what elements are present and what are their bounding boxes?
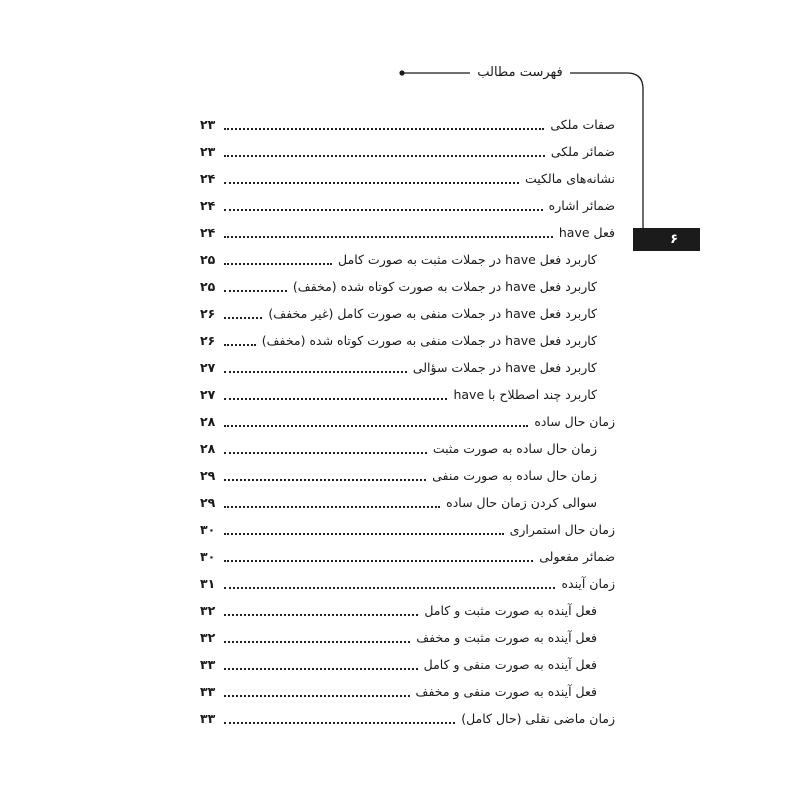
toc-entry-title: صفات ملکی bbox=[550, 117, 615, 132]
toc-dot-leader bbox=[224, 695, 410, 697]
toc-entry[interactable] bbox=[200, 165, 615, 192]
toc-dot-leader bbox=[224, 263, 332, 265]
toc-entry-title: کاربرد فعل have در جملات سؤالی bbox=[412, 360, 597, 375]
toc-entry-page: ۳۰ bbox=[200, 522, 216, 537]
toc-entry-title: سوالی کردن زمان حال ساده bbox=[446, 495, 597, 510]
toc-entry[interactable] bbox=[200, 246, 615, 273]
toc-entry-page: ۲۴ bbox=[200, 171, 216, 186]
toc-entry-title: زمان حال استمراری bbox=[509, 522, 615, 537]
toc-dot-leader bbox=[224, 641, 410, 643]
toc-entry-page: ۳۱ bbox=[200, 576, 216, 591]
toc-entry[interactable] bbox=[200, 570, 615, 597]
toc-entry[interactable] bbox=[200, 435, 615, 462]
toc-entry-page: ۳۳ bbox=[200, 657, 216, 672]
toc-entry-page: ۳۲ bbox=[200, 630, 216, 645]
toc-entry-page: ۲۳ bbox=[200, 144, 216, 159]
toc-entry-page: ۲۸ bbox=[200, 441, 216, 456]
toc-entry[interactable] bbox=[200, 327, 615, 354]
toc-entry-page: ۲۶ bbox=[200, 306, 216, 321]
toc-entry-title: فعل have bbox=[558, 225, 615, 240]
toc-entry[interactable] bbox=[200, 381, 615, 408]
toc-entry-page: ۲۹ bbox=[200, 468, 216, 483]
toc-entry-title: فعل آینده به صورت منفی و کامل bbox=[423, 657, 597, 672]
toc-dot-leader bbox=[224, 533, 504, 535]
page-number-tab: ۶ bbox=[633, 228, 700, 251]
toc-dot-leader bbox=[224, 479, 426, 481]
toc-entry-page: ۲۹ bbox=[200, 495, 216, 510]
toc-dot-leader bbox=[224, 155, 545, 157]
toc-entry-title: زمان حال ساده به صورت مثبت bbox=[432, 441, 597, 456]
toc-entry-title: زمان حال ساده bbox=[534, 414, 615, 429]
toc-dot-leader bbox=[224, 452, 427, 454]
toc-entry-title: کاربرد فعل have در جملات به صورت کوتاه شده (مخفف) bbox=[292, 279, 597, 294]
toc-entry[interactable] bbox=[200, 597, 615, 624]
toc-dot-leader bbox=[224, 317, 262, 319]
toc-dot-leader bbox=[224, 425, 528, 427]
toc-entry[interactable] bbox=[200, 111, 615, 138]
toc-entry[interactable] bbox=[200, 678, 615, 705]
toc-entry-page: ۳۰ bbox=[200, 549, 216, 564]
toc-entry[interactable] bbox=[200, 651, 615, 678]
toc-entry[interactable] bbox=[200, 624, 615, 651]
toc-entry[interactable] bbox=[200, 192, 615, 219]
toc-dot-leader bbox=[224, 209, 543, 211]
toc-dot-leader bbox=[224, 614, 418, 616]
toc-entry-page: ۲۵ bbox=[200, 252, 216, 267]
toc-entry-title: فعل آینده به صورت منفی و مخفف bbox=[415, 684, 597, 699]
toc-entry-page: ۳۳ bbox=[200, 711, 216, 726]
toc-entry[interactable] bbox=[200, 543, 615, 570]
toc-entry-page: ۲۷ bbox=[200, 387, 216, 402]
toc-entry-title: فعل آینده به صورت مثبت و کامل bbox=[424, 603, 597, 618]
toc-entry-title: فعل آینده به صورت مثبت و مخفف bbox=[416, 630, 597, 645]
toc-entry-title: زمان آینده bbox=[561, 576, 615, 591]
toc-entry-title: ضمائر مفعولی bbox=[539, 549, 615, 564]
toc-entry-title: ضمائر ملکی bbox=[550, 144, 615, 159]
toc-dot-leader bbox=[224, 560, 533, 562]
toc-dot-leader bbox=[224, 398, 447, 400]
toc-entry-page: ۳۲ bbox=[200, 603, 216, 618]
toc-entry-title: کاربرد فعل have در جملات منفی به صورت کامل (غیر مخفف) bbox=[268, 306, 597, 321]
toc-entry-title: زمان ماضی نقلی (حال کامل) bbox=[461, 711, 615, 726]
toc-entry-page: ۲۴ bbox=[200, 225, 216, 240]
toc-entry-title: کاربرد فعل have در جملات مثبت به صورت کامل bbox=[338, 252, 597, 267]
toc-entry-page: ۲۶ bbox=[200, 333, 216, 348]
toc-entry-page: ۲۷ bbox=[200, 360, 216, 375]
toc-dot-leader bbox=[224, 290, 287, 292]
toc-entry[interactable] bbox=[200, 354, 615, 381]
toc-entry[interactable] bbox=[200, 462, 615, 489]
toc-entry-page: ۳۳ bbox=[200, 684, 216, 699]
toc-dot-leader bbox=[224, 722, 455, 724]
toc-dot-leader bbox=[224, 182, 519, 184]
toc-dot-leader bbox=[224, 236, 553, 238]
toc-dot-leader bbox=[224, 371, 407, 373]
toc-entry-page: ۲۵ bbox=[200, 279, 216, 294]
toc-entry[interactable] bbox=[200, 705, 615, 732]
toc-entry-title: نشانه‌های مالکیت bbox=[524, 171, 615, 186]
toc-dot-leader bbox=[224, 668, 418, 670]
toc-entry-title: کاربرد فعل have در جملات منفی به صورت کوتاه شده (مخفف) bbox=[261, 333, 597, 348]
toc-entry[interactable] bbox=[200, 300, 615, 327]
toc-entry-page: ۲۴ bbox=[200, 198, 216, 213]
toc-entry-page: ۲۳ bbox=[200, 117, 216, 132]
toc-entry-title: کاربرد چند اصطلاح با have bbox=[453, 387, 597, 402]
toc-entry[interactable] bbox=[200, 138, 615, 165]
toc-dot-leader bbox=[224, 344, 256, 346]
toc-entry[interactable] bbox=[200, 273, 615, 300]
toc-header-title: فهرست مطالب bbox=[470, 64, 570, 82]
toc-entry-title: زمان حال ساده به صورت منفی bbox=[432, 468, 597, 483]
toc-dot-leader bbox=[224, 587, 555, 589]
toc-dot-leader bbox=[224, 128, 544, 130]
table-of-contents bbox=[200, 111, 615, 732]
toc-entry[interactable] bbox=[200, 489, 615, 516]
toc-dot-leader bbox=[224, 506, 440, 508]
toc-entry[interactable] bbox=[200, 516, 615, 543]
toc-entry-page: ۲۸ bbox=[200, 414, 216, 429]
toc-entry[interactable] bbox=[200, 219, 615, 246]
toc-entry[interactable] bbox=[200, 408, 615, 435]
toc-entry-title: ضمائر اشاره bbox=[548, 198, 615, 213]
